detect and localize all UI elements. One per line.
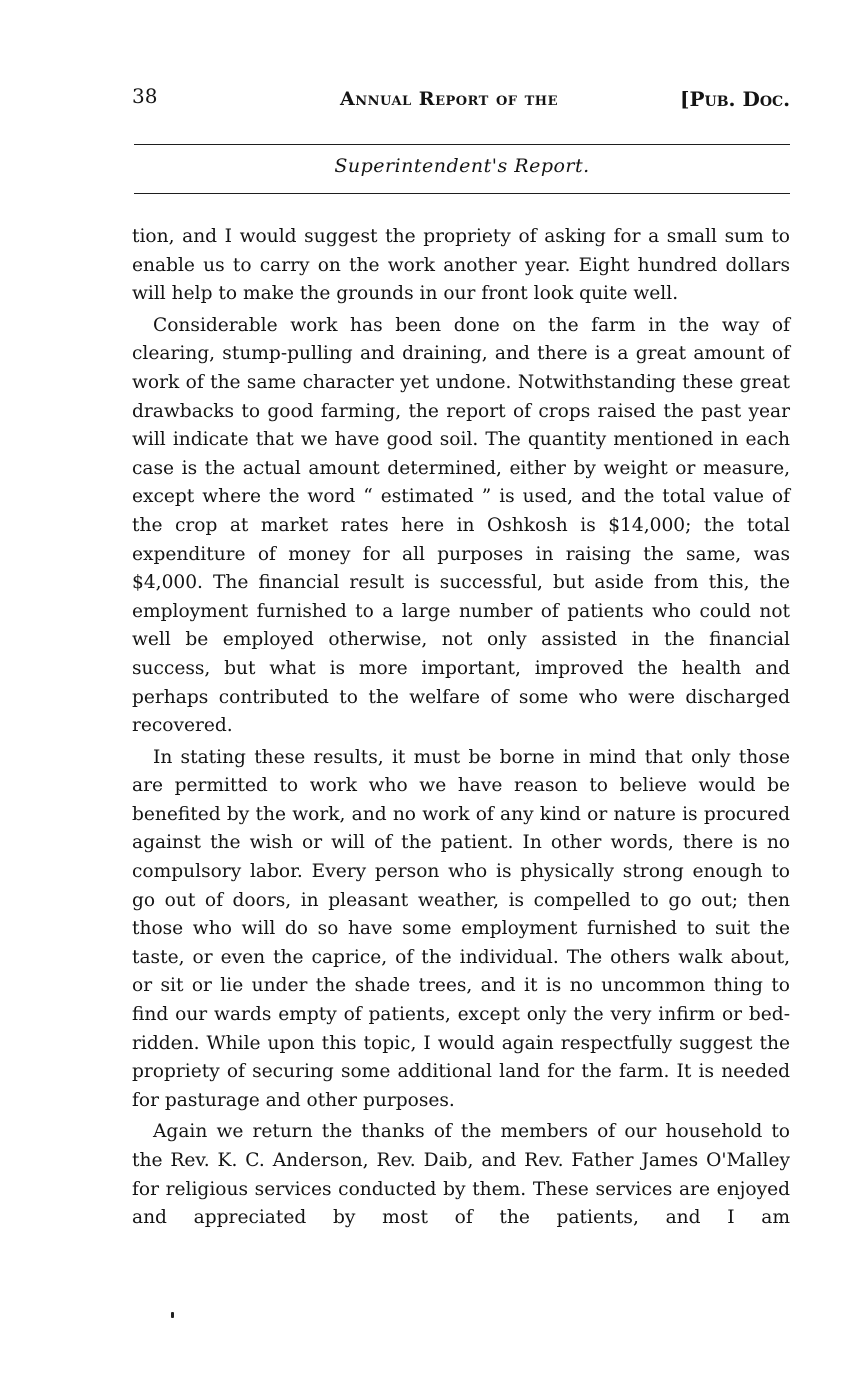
header-rule-top — [134, 144, 790, 145]
page-number: 38 — [132, 84, 158, 108]
paragraph-farm-work: Considerable work has been done on the farm in the way of clearing, stump-pulling and draining, and there is a great amount of work of the same character yet undone. Notwithstanding these great drawbacks to good farming, the report of crops raised the past year will indicate that we have good soil. The quantity mentioned in each case is the actual amount determined, either by weight or measure, except where the word “ estimated ” is used, and the total value of the crop at market rates here in Oshkosh is $14,000; the total expenditure of money for all purposes in raising the same, was $4,000. The financial result is successful, but aside from this, the employment furnished to a large number of patients who could not well be employed otherwise, not only assisted in the financial success, but what is more important, improved the health and perhaps contributed to the welfare of some who were discharged recovered. — [132, 314, 790, 737]
stray-ink-mark — [171, 1312, 174, 1318]
paragraph-continued: tion, and I would suggest the propriety of asking for a small sum to enable us to carry on the work another year. Eight hundred dollars will help to make the grounds in our front look quite well. — [132, 226, 790, 305]
header-rule-bottom — [134, 193, 790, 194]
body-text — [132, 223, 790, 1236]
section-heading: Superintendent's Report. — [334, 155, 590, 177]
paragraph-religious-services: Again we return the thanks of the members of our household to the Rev. K. C. Anderson, Rev. Daib, and Rev. Father James O'Malley for religious services conducted by them. These services are enjoyed and appreciated by most of the patients, and I am — [132, 1121, 790, 1229]
document-reference: [Pub. Doc. — [680, 87, 791, 111]
paragraph-labor-policy: In stating these results, it must be borne in mind that only those are permitted to work who we have reason to believe would be benefited by the work, and no work of any kind or nature is procured against the wish or will of the patient. In other words, there is no compulsory labor. Every person who is physically strong enough to go out of doors, in pleasant weather, is compelled to go out; then those who will do so have some employment furnished to suit the taste, or even the caprice, of the individual. The others walk about, or sit or lie under the shade trees, and it is no uncommon thing to find our wards empty of patients, except only the very infirm or bed-ridden. While upon this topic, I would again respectfully suggest the propriety of securing some additional land for the farm. It is needed for pasturage and other purposes. — [132, 746, 790, 1111]
running-title: Annual Report of the — [340, 88, 558, 110]
